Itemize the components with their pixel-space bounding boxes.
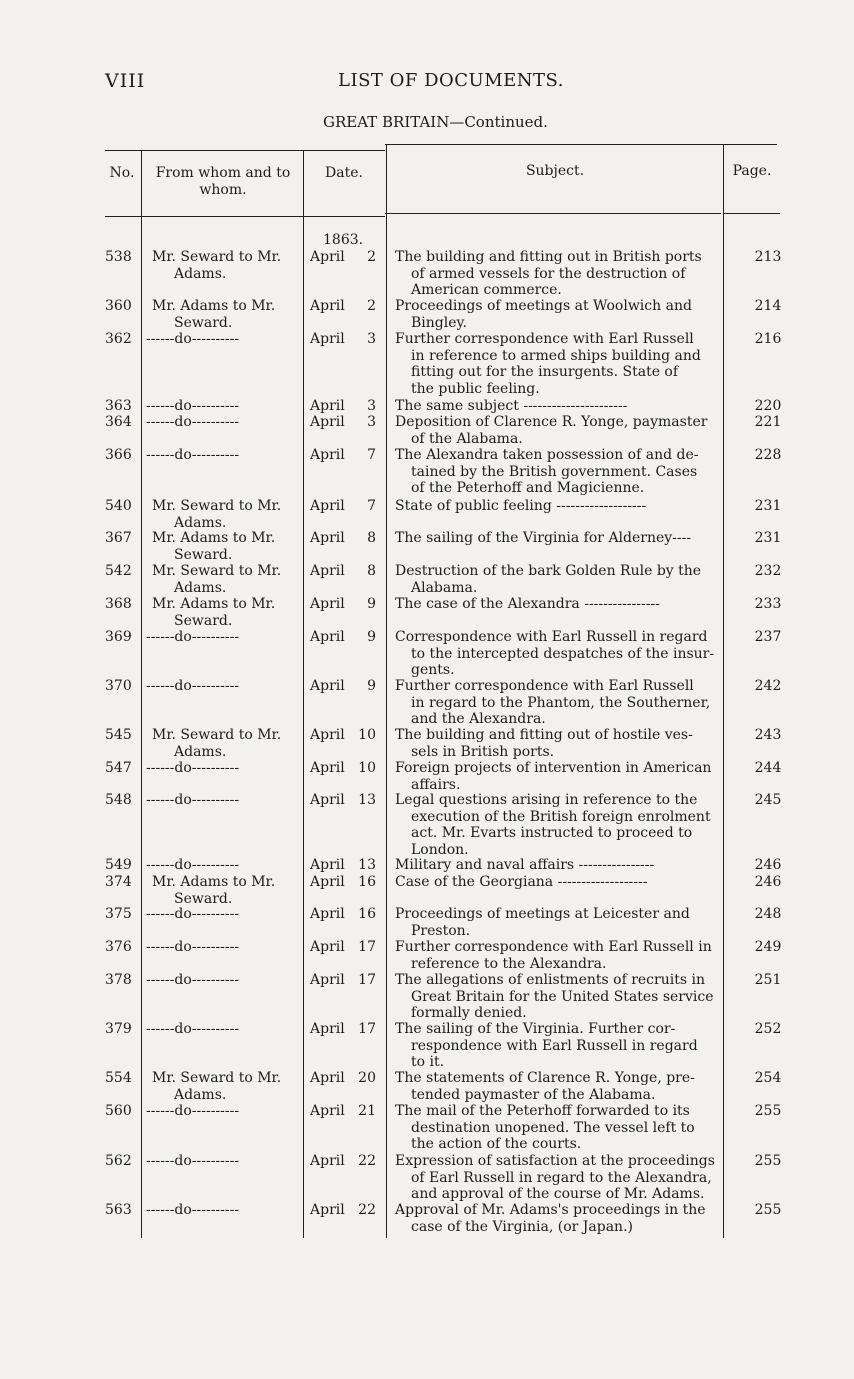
doc-page: 221 [754, 414, 782, 430]
doc-from: ------do---------- [146, 939, 240, 955]
doc-page: 228 [754, 447, 782, 463]
doc-subject: Destruction of the bark Golden Rule by the Alabama. [395, 563, 702, 596]
doc-number: 374 [105, 874, 132, 890]
doc-subject: Approval of Mr. Adams's proceedings in the case of the Virginia, (or Japan.) [395, 1202, 706, 1235]
doc-from: Mr. Adams to Mr. Seward. [152, 530, 276, 563]
doc-subject: The building and fitting out of hostile ves- sels in British ports. [395, 727, 693, 760]
column-divider [303, 150, 304, 1238]
doc-subject: Proceedings of meetings at Woolwich and Bingley. [395, 298, 692, 331]
doc-page: 254 [754, 1070, 782, 1086]
doc-page: 249 [754, 939, 782, 955]
doc-number: 369 [105, 629, 132, 645]
doc-number: 379 [105, 1021, 132, 1037]
doc-page: 246 [754, 857, 782, 873]
doc-from: Mr. Adams to Mr. Seward. [152, 596, 276, 629]
doc-number: 360 [105, 298, 132, 314]
doc-number: 563 [105, 1202, 132, 1218]
doc-number: 554 [105, 1070, 132, 1086]
doc-page: 232 [754, 563, 782, 579]
doc-subject: Further correspondence with Earl Russell in reference to armed ships building and fitting out for the insurgents. State of the public feeling. [395, 331, 701, 397]
doc-page: 214 [754, 298, 782, 314]
doc-subject: Military and naval affairs ---------------- [395, 857, 655, 873]
doc-subject: Foreign projects of intervention in American affairs. [395, 760, 712, 793]
doc-number: 545 [105, 727, 132, 743]
doc-from: ------do---------- [146, 1103, 240, 1119]
doc-page: 248 [754, 906, 782, 922]
doc-page: 242 [754, 678, 782, 694]
doc-subject: The statements of Clarence R. Yonge, pre- tended paymaster of the Alabama. [395, 1070, 695, 1103]
table-top-rule [385, 144, 777, 145]
doc-subject: Proceedings of meetings at Leicester and Preston. [395, 906, 690, 939]
section-title: GREAT BRITAIN—Continued. [323, 113, 548, 131]
doc-subject: The building and fitting out in British ports of armed vessels for the destruction of American commerce. [395, 249, 702, 298]
doc-page: 220 [754, 398, 782, 414]
doc-page: 216 [754, 331, 782, 347]
doc-page: 255 [754, 1202, 782, 1218]
doc-number: 547 [105, 760, 132, 776]
doc-from: Mr. Adams to Mr. Seward. [152, 298, 276, 331]
doc-number: 378 [105, 972, 132, 988]
doc-from: ------do---------- [146, 906, 240, 922]
doc-from: ------do---------- [146, 331, 240, 347]
column-divider [141, 150, 142, 1238]
doc-number: 542 [105, 563, 132, 579]
doc-number: 368 [105, 596, 132, 612]
doc-from: ------do---------- [146, 972, 240, 988]
doc-number: 363 [105, 398, 132, 414]
page-number: VIII [105, 70, 146, 92]
doc-page: 252 [754, 1021, 782, 1037]
doc-from: ------do---------- [146, 792, 240, 808]
doc-number: 366 [105, 447, 132, 463]
doc-number: 540 [105, 498, 132, 514]
doc-subject: Deposition of Clarence R. Yonge, paymaster of the Alabama. [395, 414, 708, 447]
doc-number: 375 [105, 906, 132, 922]
doc-from: Mr. Adams to Mr. Seward. [152, 874, 276, 907]
doc-page: 213 [754, 249, 782, 265]
doc-page: 251 [754, 972, 782, 988]
column-header-page: Page. [732, 163, 772, 179]
page-title: LIST OF DOCUMENTS. [338, 70, 564, 91]
doc-subject: The same subject ---------------------- [395, 398, 628, 414]
doc-subject: The allegations of enlistments of recruits in Great Britain for the United States service formally denied. [395, 972, 714, 1021]
doc-page: 244 [754, 760, 782, 776]
doc-from: ------do---------- [146, 760, 240, 776]
doc-from: Mr. Seward to Mr. Adams. [152, 563, 282, 596]
column-header-no: No. [109, 165, 135, 181]
column-divider [386, 144, 387, 1238]
doc-number: 367 [105, 530, 132, 546]
doc-subject: The Alexandra taken possession of and de- tained by the British government. Cases of the Peterhoff and Magicienne. [395, 447, 699, 496]
doc-from: Mr. Seward to Mr. Adams. [152, 498, 282, 531]
doc-page: 231 [754, 498, 782, 514]
doc-from: ------do---------- [146, 1021, 240, 1037]
doc-from: ------do---------- [146, 1153, 240, 1169]
doc-subject: The case of the Alexandra ---------------- [395, 596, 660, 612]
doc-subject: The sailing of the Virginia for Alderney---- [395, 530, 692, 546]
doc-from: ------do---------- [146, 414, 240, 430]
doc-number: 364 [105, 414, 132, 430]
column-header-date: Date. [325, 165, 363, 181]
doc-from: Mr. Seward to Mr. Adams. [152, 249, 282, 282]
doc-subject: The mail of the Peterhoff forwarded to its destination unopened. The vessel left to the action of the courts. [395, 1103, 695, 1152]
doc-from: ------do---------- [146, 857, 240, 873]
doc-number: 549 [105, 857, 132, 873]
year-label: 1863. [323, 232, 364, 248]
doc-subject: Legal questions arising in reference to the execution of the British foreign enrolment act. Mr. Evarts instructed to proceed to London. [395, 792, 711, 858]
doc-page: 231 [754, 530, 782, 546]
doc-subject: Correspondence with Earl Russell in regard to the intercepted despatches of the insur- gents. [395, 629, 715, 678]
doc-subject: Further correspondence with Earl Russell in reference to the Alexandra. [395, 939, 712, 972]
doc-number: 370 [105, 678, 132, 694]
doc-from: Mr. Seward to Mr. Adams. [152, 1070, 282, 1103]
doc-page: 233 [754, 596, 782, 612]
column-header-from: From whom and to whom. [155, 165, 291, 198]
doc-page: 255 [754, 1103, 782, 1119]
doc-number: 548 [105, 792, 132, 808]
doc-page: 243 [754, 727, 782, 743]
doc-page: 246 [754, 874, 782, 890]
header-bottom-rule-right [385, 213, 721, 214]
doc-number: 560 [105, 1103, 132, 1119]
doc-from: ------do---------- [146, 447, 240, 463]
doc-subject: Expression of satisfaction at the proceedings of Earl Russell in regard to the Alexandra, and approval of the course of Mr. Adams. [395, 1153, 715, 1202]
doc-page: 255 [754, 1153, 782, 1169]
doc-from: ------do---------- [146, 398, 240, 414]
doc-number: 362 [105, 331, 132, 347]
doc-from: ------do---------- [146, 629, 240, 645]
doc-subject: State of public feeling ------------------- [395, 498, 647, 514]
doc-subject: Further correspondence with Earl Russell in regard to the Phantom, the Southerner, and the Alexandra. [395, 678, 711, 727]
header-bottom-rule-page [724, 213, 780, 214]
doc-from: ------do---------- [146, 678, 240, 694]
header-bottom-rule [105, 216, 385, 217]
doc-subject: Case of the Georgiana ------------------- [395, 874, 648, 890]
doc-from: Mr. Seward to Mr. Adams. [152, 727, 282, 760]
doc-number: 538 [105, 249, 132, 265]
doc-subject: The sailing of the Virginia. Further cor- respondence with Earl Russell in regard to it. [395, 1021, 698, 1070]
doc-page: 245 [754, 792, 782, 808]
column-header-subject: Subject. [525, 163, 585, 179]
doc-page: 237 [754, 629, 782, 645]
doc-from: ------do---------- [146, 1202, 240, 1218]
table-top-rule-left [105, 150, 385, 151]
doc-number: 562 [105, 1153, 132, 1169]
doc-number: 376 [105, 939, 132, 955]
column-divider [723, 144, 724, 1238]
